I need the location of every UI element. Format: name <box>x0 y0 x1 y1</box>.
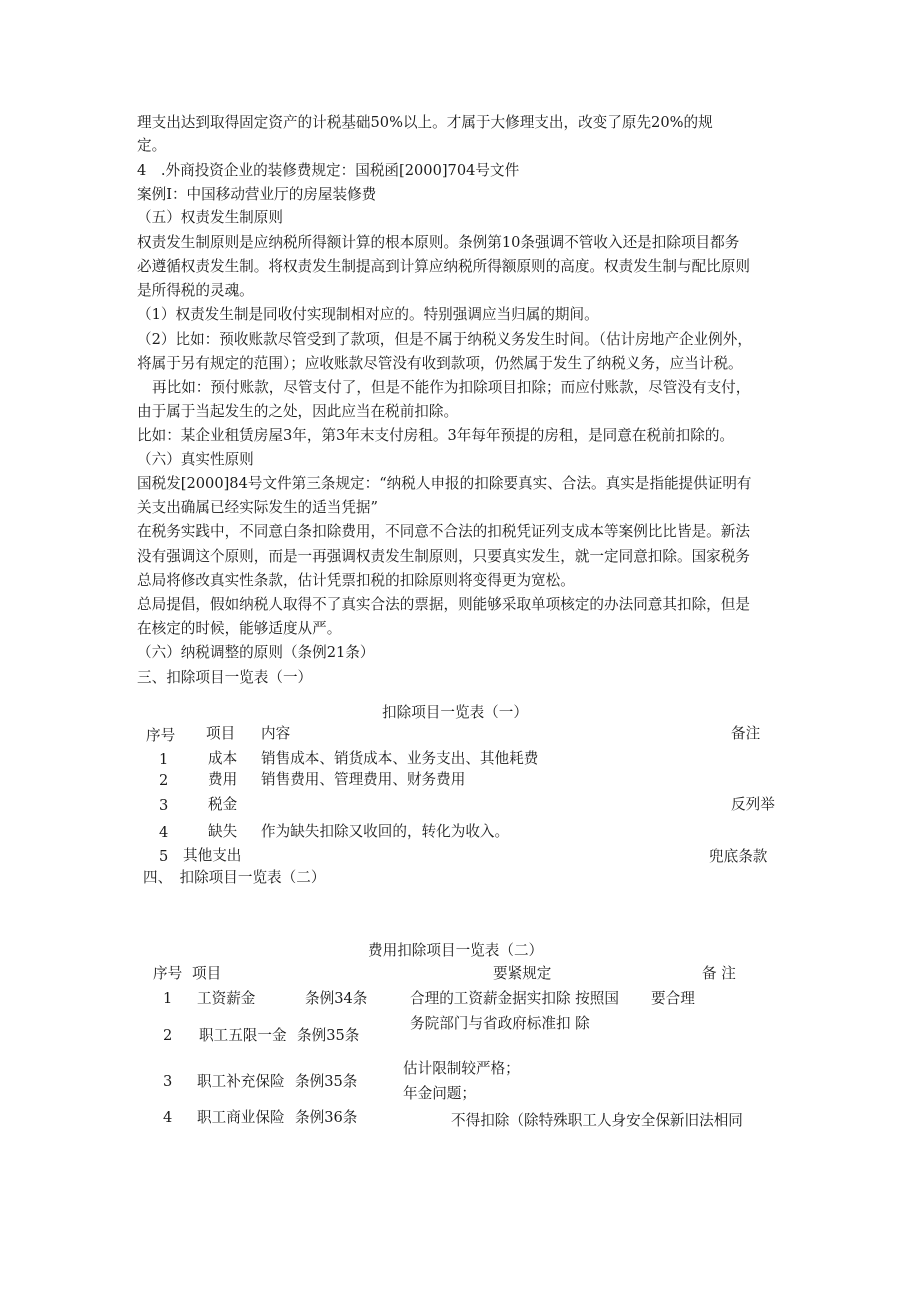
cell-no: 1 <box>159 751 169 768</box>
cell-article: 条例35条 <box>297 1027 360 1044</box>
cell-no: 3 <box>159 797 169 814</box>
column-header-item: 项目 <box>192 965 222 982</box>
cell-item: 职工补充保险 <box>197 1073 285 1090</box>
paragraph-line: 没有强调这个原则，而是一再强调权责发生制原则，只要真实发生，就一定同意扣除。国家税务 <box>137 548 750 565</box>
table-title: 费用扣除项目一览表（二） <box>368 942 544 959</box>
section-heading: （五）权责发生制原则 <box>137 209 283 226</box>
cell-item: 工资薪金 <box>197 990 256 1007</box>
paragraph-line: 在核定的时候，能够适度从严。 <box>137 620 342 637</box>
cell-item: 税金 <box>208 796 238 813</box>
cell-article: 条例35条 <box>295 1073 358 1090</box>
cell-no: 5 <box>159 848 169 865</box>
paragraph-line: 总局提倡，假如纳税人取得不了真实合法的票据，则能够采取单项核定的办法同意其扣除，但是 <box>137 596 750 613</box>
cell-article: 条例34条 <box>305 990 368 1007</box>
cell-rule: 年金问题； <box>403 1085 476 1102</box>
column-header-content: 内容 <box>261 725 291 742</box>
cell-article: 条例36条 <box>295 1109 358 1126</box>
cell-rule: 估计限制较严格； <box>403 1060 520 1077</box>
section-heading: （六）真实性原则 <box>137 451 254 468</box>
paragraph-line: 权责发生制原则是应纳税所得额计算的根本原则。条例第10条强调不管收入还是扣除项目都务 <box>137 234 740 251</box>
cell-content: 销售费用、管理费用、财务费用 <box>261 771 466 788</box>
cell-no: 4 <box>163 1109 173 1126</box>
cell-item: 职工商业保险 <box>197 1109 285 1126</box>
section-heading: 四、 扣除项目一览表（二） <box>143 869 326 886</box>
paragraph-line: 4 .外商投资企业的装修费规定：国税函[2000]704号文件 <box>137 162 520 179</box>
cell-note: 反列举 <box>731 796 775 813</box>
cell-rule: 务院部门与省政府标准扣 除 <box>410 1015 590 1032</box>
column-header-note: 备 注 <box>702 965 736 982</box>
paragraph-line: 关支出确属已经实际发生的适当凭据” <box>137 499 378 516</box>
paragraph-line: （2）比如：预收账款尽管受到了款项，但是不属于纳税义务发生时间。（估计房地产企业例外， <box>137 331 752 348</box>
cell-item: 缺失 <box>208 823 238 840</box>
cell-note: 要合理 <box>651 990 695 1007</box>
paragraph-line: 将属于另有规定的范围）；应收账款尽管没有收到款项，仍然属于发生了纳税义务，应当计税。 <box>137 355 743 372</box>
cell-rule: 合理的工资薪金据实扣除 按照国 <box>410 990 619 1007</box>
column-header-no: 序号 <box>146 727 176 744</box>
paragraph-line: 总局将修改真实性条款，估计凭票扣税的扣除原则将变得更为宽松。 <box>137 572 575 589</box>
cell-item: 其他支出 <box>183 847 242 864</box>
paragraph-line: （1）权责发生制是同收付实现制相对应的。特别强调应当归属的期间。 <box>137 306 599 323</box>
section-heading: 三、扣除项目一览表（一） <box>137 669 313 686</box>
cell-item: 职工五限一金 <box>199 1027 287 1044</box>
cell-no: 2 <box>163 1027 173 1044</box>
column-header-no: 序号 <box>153 965 183 982</box>
cell-no: 2 <box>159 772 169 789</box>
cell-no: 1 <box>163 990 173 1007</box>
column-header-rule: 要紧规定 <box>493 965 552 982</box>
cell-item: 费用 <box>208 771 238 788</box>
cell-note: 兜底条款 <box>709 848 768 865</box>
paragraph-line: 比如：某企业租赁房屋3年，第3年末支付房租。3年每年预提的房租，是同意在税前扣除的。 <box>137 427 735 444</box>
cell-item: 成本 <box>208 750 238 767</box>
section-heading: （六）纳税调整的原则（条例21条） <box>137 644 375 661</box>
cell-no: 4 <box>159 824 169 841</box>
cell-content: 销售成本、销货成本、业务支出、其他耗费 <box>261 750 539 767</box>
cell-no: 3 <box>163 1073 173 1090</box>
paragraph-line: 定。 <box>137 137 167 154</box>
cell-content: 作为缺失扣除又收回的，转化为收入。 <box>261 823 510 840</box>
paragraph-line: 在税务实践中，不同意白条扣除费用，不同意不合法的扣税凭证列支成本等案例比比皆是。新法 <box>137 523 750 540</box>
paragraph-line: 案例I：中国移动营业厅的房屋装修费 <box>137 186 377 203</box>
paragraph-line: 必遵循权责发生制。将权责发生制提高到计算应纳税所得额原则的高度。权责发生制与配比原则 <box>137 258 750 275</box>
paragraph-line: 是所得税的灵魂。 <box>137 282 254 299</box>
paragraph-line: 理支出达到取得固定资产的计税基础50%以上。才属于大修理支出，改变了原先20%的规 <box>137 114 713 131</box>
cell-rule: 不得扣除（除特殊职工人身安全保新旧法相同 <box>451 1112 743 1129</box>
column-header-item: 项目 <box>206 725 236 742</box>
paragraph-line: 再比如：预付账款，尽管支付了，但是不能作为扣除项目扣除；而应付账款，尽管没有支付， <box>152 379 751 396</box>
table-title: 扣除项目一览表（一） <box>382 704 528 721</box>
paragraph-line: 国税发[2000]84号文件第三条规定：“纳税人申报的扣除要真实、合法。真实是指能提供证明有 <box>137 475 752 492</box>
paragraph-line: 由于属于当起发生的之处，因此应当在税前扣除。 <box>137 403 459 420</box>
column-header-note: 备注 <box>731 725 761 742</box>
